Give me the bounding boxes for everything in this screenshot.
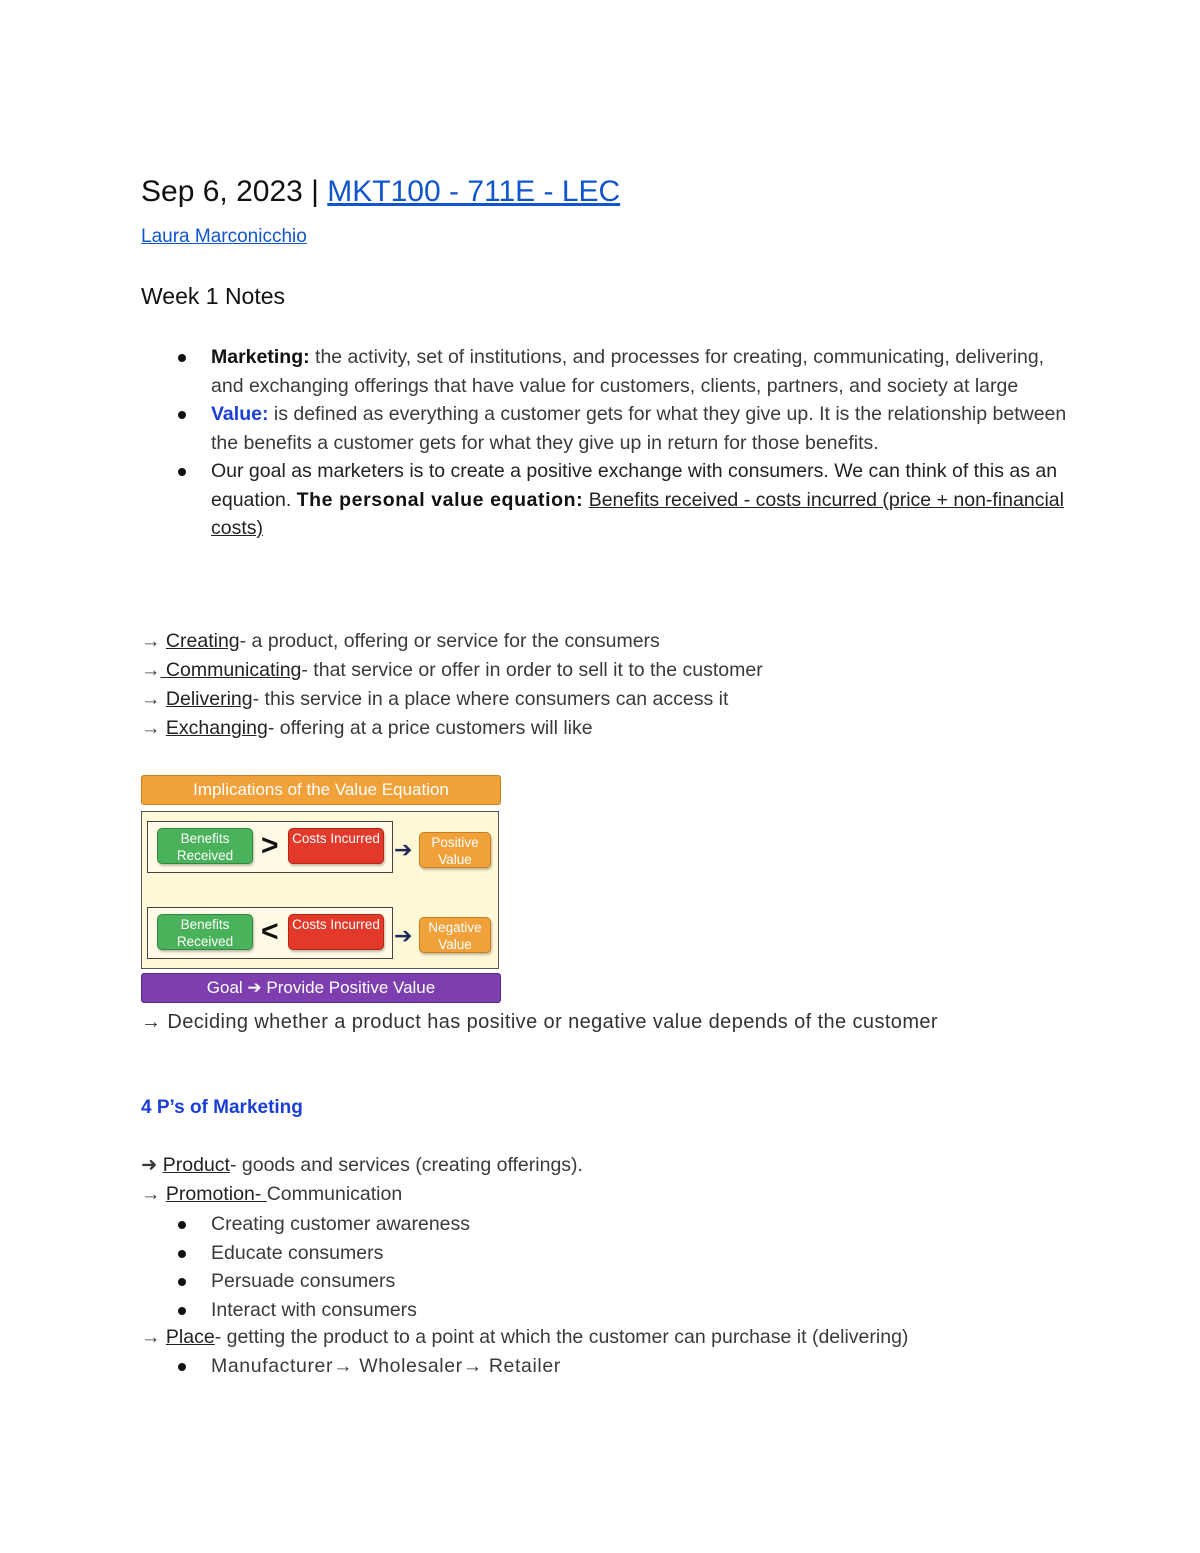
text-span: Delivering	[165, 688, 253, 710]
arrow-line-exchanging	[141, 714, 593, 743]
costs-incurred-box: Costs Incurred	[288, 828, 384, 864]
bullet-icon	[178, 411, 186, 419]
text-span: - offering at a price customers will like	[267, 717, 593, 739]
text-span: Place	[165, 1326, 215, 1348]
costs-incurred-box: Costs Incurred	[288, 914, 384, 950]
text-span: →	[141, 630, 166, 652]
arrow-line-creating	[141, 627, 660, 656]
marketing-term: Marketing:	[211, 346, 310, 368]
text-span: →	[141, 688, 166, 710]
value-term: Value:	[211, 403, 269, 425]
goal-banner: Goal ➔ Provide Positive Value	[141, 973, 501, 1003]
product-line	[141, 1151, 583, 1180]
text-span: →	[141, 717, 166, 739]
diagram-panel	[141, 811, 499, 969]
list-item	[141, 1210, 1071, 1239]
positive-value-box: Positive Value	[419, 832, 491, 868]
equation-term: The personal value equation:	[296, 488, 584, 511]
text-span: Communication	[266, 1183, 403, 1205]
text-span: →	[141, 659, 161, 681]
text-span: Interact with consumers	[211, 1298, 417, 1321]
list-item	[141, 1296, 1071, 1325]
text-span: Creating	[165, 630, 240, 652]
benefits-received-box: Benefits Received	[157, 914, 253, 950]
right-arrow-icon: ➔	[394, 837, 413, 862]
place-list	[141, 1352, 1071, 1381]
text-span: ➜	[141, 1154, 163, 1176]
arrow-line-communicating	[141, 656, 763, 685]
date-text: Sep 6, 2023 |	[141, 175, 328, 208]
text-span: Persuade consumers	[211, 1270, 396, 1292]
author-link[interactable]: Laura Marconicchio	[141, 226, 307, 247]
value-definition: is defined as everything a customer gets for what they give up. It is the relationship between the benefits a customer gets for what they give up in return for those benefits.	[211, 403, 1067, 454]
list-item	[141, 1352, 1071, 1381]
right-arrow-icon: ➔	[394, 923, 413, 948]
list-item	[141, 343, 1071, 400]
deciding-text: → Deciding whether a product has positive or negative value depends of the customer	[141, 1011, 938, 1033]
equation-definition: Benefits received - costs incurred (price + non-financial costs)	[211, 488, 1064, 539]
arrow-line-delivering	[141, 685, 728, 714]
list-item	[141, 400, 1071, 457]
week-heading: Week 1 Notes	[141, 283, 286, 309]
list-item	[141, 1267, 1071, 1296]
text-span: - a product, offering or service for the consumers	[239, 630, 660, 652]
text-span: Exchanging	[165, 717, 268, 739]
bullet-icon	[178, 468, 186, 476]
text-span: Promotion-	[165, 1183, 267, 1205]
marketing-definition: the activity, set of institutions, and processes for creating, communicating, delivering, and exchanging offerings that have value for customers, clients, partners, and society at large	[211, 346, 1045, 397]
positive-row	[147, 821, 393, 873]
list-item	[141, 1239, 1071, 1268]
text-span: Product	[162, 1154, 230, 1176]
course-link[interactable]: MKT100 - 711E - LEC	[327, 175, 621, 208]
bullet-icon	[178, 1278, 186, 1286]
bullet-icon	[178, 354, 186, 362]
text-span: Educate consumers	[211, 1241, 384, 1264]
text-span: Creating customer awareness	[211, 1213, 471, 1235]
definitions-list	[141, 343, 1071, 543]
text-span: - getting the product to a point at which the customer can purchase it (delivering)	[214, 1326, 909, 1348]
benefits-received-box: Benefits Received	[157, 828, 253, 864]
less-than-symbol: <	[261, 915, 279, 948]
goal-text: Our goal as marketers is to create a positive exchange with consumers. We can think of this as an equation.	[211, 460, 1058, 511]
place-line	[141, 1323, 908, 1352]
promotion-list	[141, 1210, 1071, 1324]
text-span: Manufacturer→ Wholesaler→ Retailer	[211, 1355, 561, 1377]
text-span: →	[141, 1326, 166, 1348]
text-span: Communicating	[160, 659, 302, 681]
text-span: →	[141, 1183, 166, 1205]
bullet-icon	[178, 1363, 186, 1371]
negative-row	[147, 907, 393, 959]
diagram-title-banner: Implications of the Value Equation	[141, 775, 501, 805]
list-item	[141, 457, 1071, 543]
page-title	[141, 175, 620, 209]
value-equation-diagram	[141, 775, 501, 1004]
negative-value-box: Negative Value	[419, 917, 491, 953]
bullet-icon	[178, 1307, 186, 1315]
bullet-icon	[178, 1250, 186, 1258]
bullet-icon	[178, 1221, 186, 1229]
greater-than-symbol: >	[261, 829, 279, 862]
promotion-line	[141, 1180, 402, 1209]
text-span: - this service in a place where consumers can access it	[252, 688, 729, 710]
text-span: - that service or offer in order to sell it to the customer	[301, 659, 763, 681]
four-ps-heading: 4 P’s of Marketing	[141, 1097, 303, 1118]
text-span: - goods and services (creating offerings).	[229, 1154, 583, 1176]
